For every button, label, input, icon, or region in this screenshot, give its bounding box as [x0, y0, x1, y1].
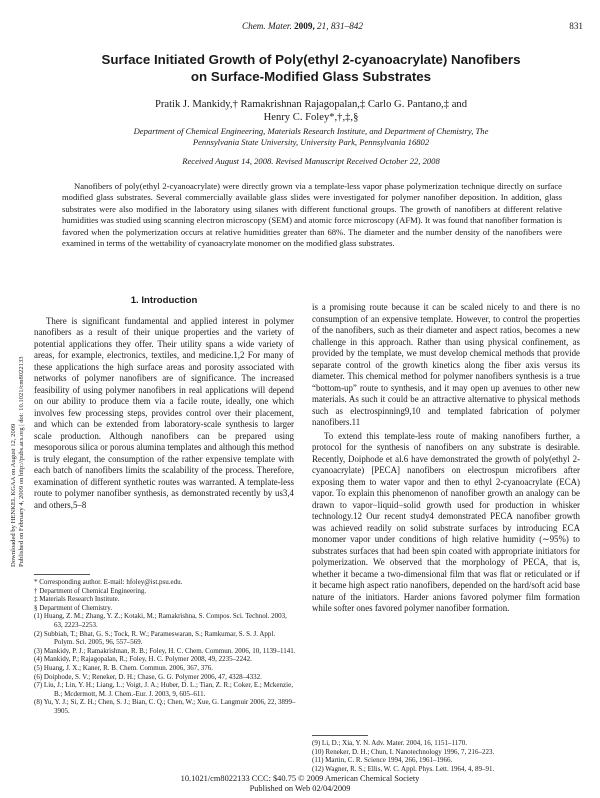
author-list — [40, 98, 582, 124]
body-paragraph: To extend this template-less route of making nanofibers further, a protocol for the synthesis of nanofibers on any substrate is desirable. Recently, Doiphode et al.6 have demonstrated the growth of poly(ethyl 2-cyanoacrylate) [PECA] nanofibers on electrospun microfibers after exposing them to water vapor and then to ethyl 2-cyanoacrylate (ECA) vapor. To explain this phenomenon of nanofiber growth an analogy can be drawn to vapor−liquid−solid growth used for production in whisker technology.12 Our recent study4 demonstrated PECA nanofiber growth was achieved readily on solid substrate surfaces by introducing ECA monomer vapor under conditions of high relative humidity (∼95%) to substrates surfaces that had been spin coated with appropriate initiators for polymerization. We observed that the morphology of PECA, that is, whether it became a two-dimensional film that was flat or reticulated or if it became high aspect ratio nanofibers, depended on the hard/soft acid base nature of the initiators. Harder anions favored polymer film formation while softer ones favored polymer nanofiber formation. — [312, 430, 580, 613]
received-dates: Received August 14, 2008. Revised Manuscript Received October 22, 2008 — [182, 156, 440, 166]
footnote: * Corresponding author. E-mail: hfoley@ist.psu.edu. — [34, 578, 183, 586]
section-heading: 1. Introduction — [130, 295, 198, 306]
reference: (4) Mankidy, P.; Rajagopalan, R.; Foley, H. C. Polymer 2008, 49, 2235–2242. — [34, 655, 252, 664]
publication-line: Published on February 4, 2009 on http://pubs.acs.org | doi: 10.1021/cm8022133 — [18, 356, 25, 567]
running-header — [242, 21, 363, 31]
footnote-divider — [312, 735, 368, 736]
journal-name: Chem. Mater. — [242, 21, 292, 31]
reference: (5) Huang, J. X.; Kaner, R. B. Chem. Commun. 2006, 367, 376. — [34, 663, 213, 672]
affiliation-line: Pennsylvania State University, University Park, Pennsylvania 16802 — [192, 137, 430, 147]
footnote: § Department of Chemistry. — [34, 603, 113, 612]
reference: (8) Yu, Y. J.; Si, Z. H.; Chen, S. J.; Bian, C. Q.; Chen, W.; Xue, G. Langmuir 2006, 22, 3899–3905. — [34, 698, 296, 715]
affiliation-line: Department of Chemical Engineering, Materials Research Institute, and Department of Chemistry, The — [133, 126, 489, 136]
reference: (11) Martin, C. R. Science 1994, 266, 1961–1966. — [312, 756, 453, 765]
reference: (6) Doiphode, S. V.; Reneker, D. H.; Chase, G. G. Polymer 2006, 47, 4328–4332. — [34, 672, 262, 681]
reference: (2) Subbiah, T.; Bhat, G. S.; Tock, R. W.; Parameswaran, S.; Ramkumar, S. S. J. Appl. Polym. Sci. 2005, 96, 557–569. — [34, 629, 276, 647]
right-column — [312, 302, 580, 617]
reference: (1) Huang, Z. M.; Zhang, Y. Z.; Kotaki, M.; Ramakrishna, S. Compos. Sci. Technol. 2003, 63, 2223–2253. — [34, 612, 287, 629]
footnotes-left — [34, 578, 296, 716]
download-watermark — [2, 262, 26, 567]
title-line: Surface Initiated Growth of Poly(ethyl 2-cyanoacrylate) Nanofibers — [101, 52, 521, 67]
abstract: Nanofibers of poly(ethyl 2-cyanoacrylate) were directly grown via a template-less vapor phase polymerization technique directly on surface modified glass substrates. Several commercially available glass slides were investigated for polymer nanofiber deposition. In addition, glass substrates were also modified in the laboratory using silanes with different functional groups. The growth of nanofibers at different relative humidities was studied using scanning electron microscopy (SEM) and atomic force microscopy (AFM). It was found that nanofiber formation is favored when the polymerization occurs at relative humidities greater than 68%. The diameter and the number density of the nanofibers were examined in terms of the wettability of cyanoacrylate monomer on the modified glass substrates. — [62, 181, 562, 249]
volume-pages: 21, 831–842 — [317, 21, 363, 31]
download-line: Downloaded by HENKEL KGAA on August 12, 2009 — [10, 423, 17, 567]
page-footer — [0, 774, 600, 794]
authors-line: Pratik J. Mankidy,† Ramakrishnan Rajagopalan,‡ Carlo G. Pantano,‡ and — [154, 99, 468, 110]
page-number: 831 — [569, 21, 583, 31]
reference: (3) Mankidy, P. J.; Ramakrishnan, R. B.; Foley, H. C. Chem. Commun. 2006, 10, 1139–1141. — [34, 646, 296, 655]
footnote-divider — [34, 574, 90, 575]
reference: (10) Reneker, D. H.; Chun, I. Nanotechnology 1996, 7, 216–223. — [312, 747, 495, 756]
web-published-date: Published on Web 02/04/2009 — [249, 784, 351, 793]
body-paragraph: is a promising route because it can be scaled nicely to and there is no consumption of an expensive template. However, to control the properties of the nanofibers, such as their diameter and aspect ratios, becomes a new challenge in this approach. Rather than using physical confinement, as provided by the template, we must develop chemical methods that provide separate control of the growth kinetics along the fiber axis versus its diameter. This chemical method for polymer nanofibers synthesis is a true “bottom-up” route to synthesis, and it may open up avenues to other new materials. As such it could be an attractive alternative to physical methods such as electrospinning9,10 and templated fabrication of polymer nanofibers.11 — [312, 302, 580, 427]
left-column — [34, 295, 294, 513]
body-paragraph: There is significant fundamental and applied interest in polymer nanofibers as a result of their unique properties and the variety of potential applications they offer. Their utility spans a wide variety of areas, for example, electronics, textiles, and medicine.1,2 For many of these applications the high surface areas and porosity associated with networks of polymer nanofibers are of significance. The increased feasibility of using polymer nanofibers in real applications will depend on our ability to produce them via a facile route, ideally, one which involves few processing steps, provides control over their placement, and which can be extended from laboratory-scale synthesis to larger scale production. Although nanofibers can be prepared using mesoporous silica or porous alumina templates and although this method is truly elegant, the consumption of the rather expensive template with each batch of nanofibers limits the scalability of the process. Therefore, examination of different synthetic routes was warranted. A template-less route to polymer nanofiber synthesis, as demonstrated recently by us3,4 and others,5–8 — [34, 315, 294, 510]
article-title — [40, 52, 582, 85]
title-line: on Surface-Modified Glass Substrates — [190, 68, 432, 84]
reference: (9) Li, D.; Xia, Y. N. Adv. Mater. 2004, 16, 1151–1170. — [312, 739, 467, 747]
reference: (7) Liu, J.; Lin, Y. H.; Liang, L.; Voigt, J. A.; Huber, D. L.; Tian, Z. R.; Coker, E.; Mckenzie, B.; Mcdermott, M. J. Chem.-Eur. J. 2003, 9, 605–611. — [34, 681, 293, 698]
reference: (12) Wagner, R. S.; Ellis, W. C. Appl. Phys. Lett. 1964, 4, 89–91. — [312, 764, 495, 773]
affiliation — [40, 126, 582, 148]
journal-year: 2009, — [294, 21, 315, 31]
authors-line: Henry C. Foley*,†,‡,§ — [263, 112, 359, 123]
footnote: † Department of Chemical Engineering. — [34, 586, 147, 595]
doi-copyright: 10.1021/cm8022133 CCC: $40.75 © 2009 American Chemical Society — [180, 774, 420, 783]
footnotes-right — [312, 739, 580, 773]
footnote: ‡ Materials Research Institute. — [34, 595, 120, 604]
